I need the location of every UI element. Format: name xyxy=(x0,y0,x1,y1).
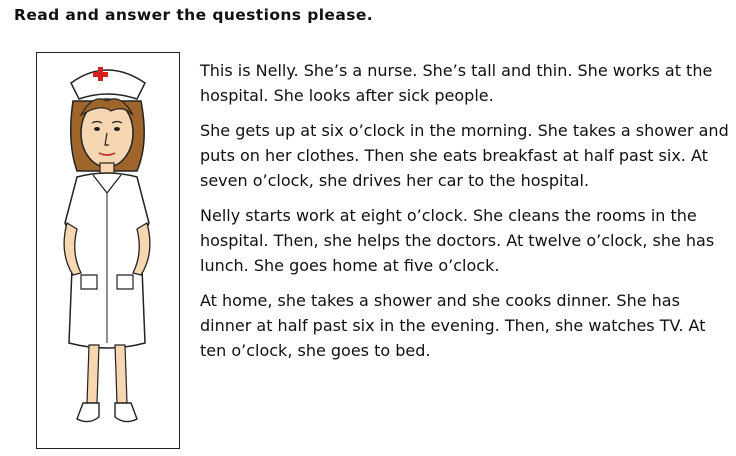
paragraph-work: Nelly starts work at eight o’clock. She cleans the rooms in the hospital. Then, she helps the doctors. At twelve o’clock, she has lunch. She goes home at five o’clock. xyxy=(200,206,715,275)
left-shoe xyxy=(77,403,99,422)
paragraph-intro: This is Nelly. She’s a nurse. She’s tall and thin. She works at the hospital. She looks after sick people. xyxy=(200,61,713,105)
cap-cross-horizontal xyxy=(93,72,108,77)
right-shoe xyxy=(115,403,137,422)
reading-passage xyxy=(200,58,730,373)
paragraph-evening: At home, she takes a shower and she cooks dinner. She has dinner at half past six in the evening. Then, she watches TV. At ten o’clock, she goes to bed. xyxy=(200,291,706,360)
worksheet-heading: Read and answer the questions please. xyxy=(14,6,374,24)
nurse-illustration xyxy=(37,53,178,447)
nurse-illustration-frame xyxy=(36,52,180,449)
left-leg xyxy=(87,345,99,403)
paragraph-morning: She gets up at six o’clock in the morning. She takes a shower and puts on her clothes. Then she eats breakfast at half past six. At seven o’clock, she drives her car to the hospital. xyxy=(200,121,729,190)
right-leg xyxy=(115,345,127,403)
